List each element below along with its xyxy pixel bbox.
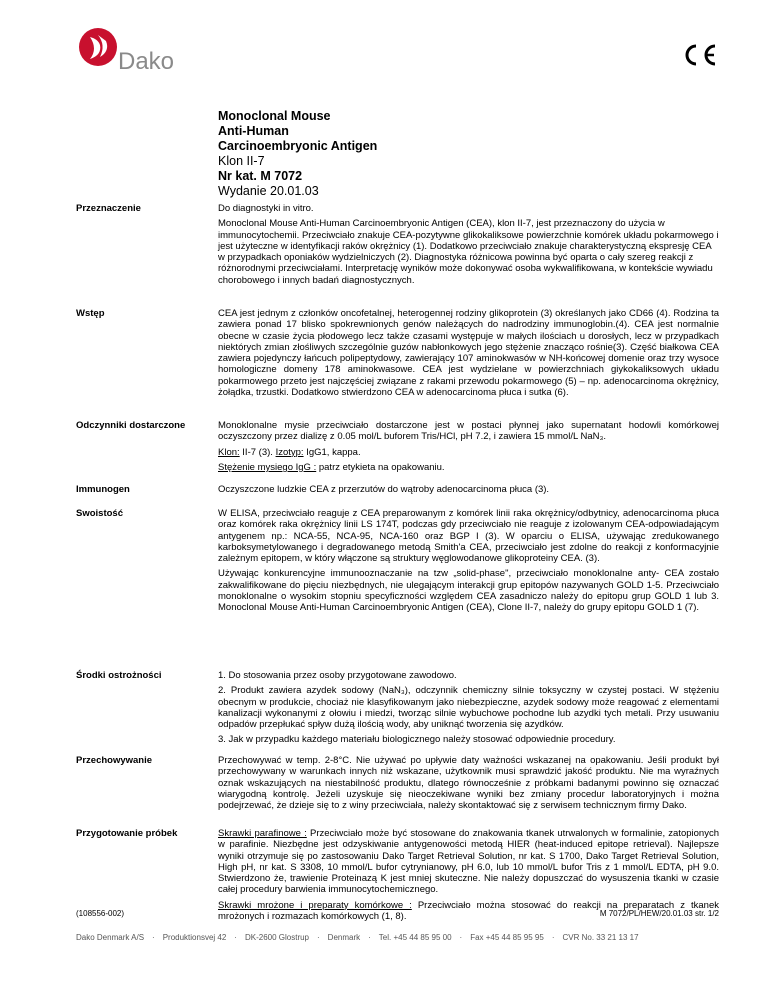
- edition-date: Wydanie 20.01.03: [218, 184, 319, 198]
- title-line: Anti-Human: [218, 124, 289, 138]
- separator: ·: [317, 933, 320, 942]
- svg-text:Dako: Dako: [118, 48, 175, 75]
- product-title: [218, 109, 377, 199]
- paragraph: W ELISA, przeciwciało reaguje z CEA preparowanym z komórek linii raka okrężnicy/odbytnicy, adenocarcinoma płuca oraz komórek raka okrężnicy linii LS 174T, podczas gdy przeciwciało nie reaguje z izolowanym CEA-odpowiadającym antygenem np.: NCA-55, NCA-95, NCA-160 oraz BGP I (3). W oparciu o ELISA, używając zredukowanego karboksymetylowanego i degradowanego metodą Smith'a CEA, przeciwciało jest zdolne do reakcji z konformacyjnie zależnym epitopem, w który włączone są struktury węglowodanowe glikoproteiny CEA. (3).: [218, 508, 719, 565]
- paragraph: Przechowywać w temp. 2-8°C. Nie używać po upływie daty ważności wskazanej na opakowaniu. Jeśli produkt był przechowywany w warunkach innych niż wskazane, użytkownik musi sprawdzić jakość produktu. Nie ma wyraźnych oznak wskazujących na niestabilność produktu, dlatego równocześnie z próbkami badanymi powinno się oznaczać wiarygodną kontrolę. Jeżeli uzyskuje się nieoczekiwane wyniki bez zmiany procedur laboratoryjnych i można podejrzewać, że dzieje się to z winy przeciwciała, należy skontaktować się z serwisem technicznym firmy Dako.: [218, 755, 719, 812]
- frozen-label: Skrawki mrożone i preparaty komórkowe :: [218, 899, 412, 911]
- separator: ·: [551, 933, 555, 942]
- paragraph: Używając konkurencyjne immunooznaczanie na tzw „solid-phase", przeciwciało monoklonalne anty- CEA zostało zakwalifikowane do pięciu niezbędnych, nie ulegającym interakcji grup epitopów nazywanych GOLD 1-5. Przeciwciało monoklonalne o wysokim stopniu specyficzności względem CEA zasadniczo należy do epitopu grup GOLD 1 lub 3. Monoclonal Mouse Anti-Human Carcinoembryonic Antigen (CEA), Clone II-7, należy do grupy epitopu GOLD 1 (7).: [218, 568, 719, 614]
- ce-mark-icon: [679, 43, 719, 67]
- document-code: (108556-002): [76, 909, 125, 918]
- paraffin-label: Skrawki parafinowe :: [218, 828, 307, 839]
- frozen-text: Przeciwciało można stosować do reakcji na preparatach z tkanek mrożonych i rozmazach komórkowych (1, 8).: [218, 899, 719, 923]
- section-label-srodki: Środki ostrożności: [76, 670, 162, 681]
- section-body-odczynniki: [218, 420, 719, 477]
- paragraph: [218, 447, 719, 458]
- city: DK-2600 Glostrup: [244, 933, 309, 942]
- section-body-swoistosc: [218, 508, 719, 618]
- company-name: Dako Denmark A/S: [76, 933, 145, 942]
- paragraph: 1. Do stosowania przez osoby przygotowane zawodowo.: [218, 670, 457, 681]
- paragraph: [218, 462, 719, 473]
- street: Produktionsvej 42: [162, 933, 227, 942]
- paragraph: [218, 828, 719, 896]
- separator: ·: [459, 933, 463, 942]
- paragraph: Monoclonal Mouse Anti-Human Carcinoembryonic Antigen (CEA), klon II-7, jest przeznaczony do użycia w immunocytochemii. Przeciwciało znakuje CEA-pozytywne glikokaliksowe powierzchnie komórek układu pokarmowego i jest użyteczne w identyfikacji raków okrężnicy (1). Dodatkowo przeciwciało znakuje charakterystyczną ekspresję CEA w przypadkach oponiaków wydzielniczych (2). Diagnostyka różnicowa powinna być oparta o cały szereg reakcji z różnorodnymi przeciwciałami. Interpretację wyników może dokonywać osoba wykwalifikowana, w kontekście wywiadu chorobowego i innych badań diagnostycznych.: [218, 218, 719, 286]
- title-line: Carcinoembryonic Antigen: [218, 139, 378, 153]
- section-label-immunogen: Immunogen: [76, 484, 130, 495]
- section-label-odczynniki: Odczynniki dostarczone: [76, 420, 186, 431]
- paragraph: 2. Produkt zawiera azydek sodowy (NaN₃), odczynnik chemiczny silnie toksyczny w czystej postaci. W stężeniu obecnym w produkcie, chociaż nie klasyfikowanym jako niebezpieczne, azydek sodowy może reagować z elementami kanalizacji wykonanymi z ołowiu i miedzi, tworząc silnie wybuchowe pochodne lub azydki tych metali. Przy usuwaniu odpadów przepłukać spływ dużą ilością wody, aby uniknąć tworzenia się azydków.: [218, 685, 719, 731]
- section-label-przechowywanie: Przechowywanie: [76, 755, 153, 766]
- stezenie-text: patrz etykieta na opakowaniu.: [316, 461, 445, 473]
- paraffin-text: Przeciwciało może być stosowane do znakowania tkanek utrwalonych w formalinie, zatopionych w parafinie. Niezbędne jest odzyskiwanie antygenowości metodą HIER (heat-induced epitope retrieval). Najlepsze wyniki otrzymuje się po zastosowaniu Dako Target Retrieval Solution, nr kat. S 1700, Dako Target Retrieval Solution, High pH, nr kat. S 3308, 10 mmol/L bufor cytrynianowy, pH 6.0, lub 10 mmol/L bufor Tris z 1 mmol/L EDTA, pH 9.0. Stwierdzono że, trawienie Proteinazą K jest mniej skuteczne. Nie należy dopuszczać do wysuszenia tkanki w czasie całej procedury barwienia immunocytochemicznego.: [218, 828, 720, 896]
- section-body-przechowywanie: [218, 755, 719, 815]
- separator: ·: [152, 933, 155, 942]
- separator: ·: [368, 933, 371, 942]
- section-label-swoistosc: Swoistość: [76, 508, 123, 519]
- company-address: [76, 933, 719, 942]
- klon-label: Klon:: [218, 446, 240, 458]
- paragraph: CEA jest jednym z członków oncofetalnej, heterogennej rodziny glikoprotein (3) określanych jako CD66 (4). Rodzina ta zawiera ponad 17 blisko spokrewnionych genów należących do nadrodziny immunoglobin.(4). CEA jest normalnie obecne w czasie życia płodowego lecz także czasami występuje w małych ilościach u dorosłych, lecz w przypadkach niektórych zmian złośliwych szczególnie guzów nabłonkowych jego stężenie znacząco rośnie(3). Część białkowa CEA zawiera pojedynczy łańcuch polipeptydowy, zawierający 107 aminokwasów w NH-końcowej domenie oraz trzy wysoce homologiczne domeny 178 aminokwasowe. CEA jest wydzielane w powierzchniach giykokaliksowych układu pokarmowego przeto jest najczęściej związane z rakami przewodu pokarmowego (5) – np. adenocarcinoma okrężnicy, żołądka, trzustki. Dodatkowo stwierdzono CEA w adenocarcinoma płuca i sutka (6).: [218, 308, 719, 399]
- telephone: Tel. +45 44 85 95 00: [378, 933, 452, 942]
- cvr-number: CVR No. 33 21 13 17: [562, 933, 639, 942]
- country: Denmark: [327, 933, 361, 942]
- section-body-immunogen: [218, 484, 719, 499]
- section-label-przygotowanie: Przygotowanie próbek: [76, 828, 178, 839]
- section-label-przeznaczenie: Przeznaczenie: [76, 203, 141, 214]
- klon-text: II-7 (3).: [239, 446, 276, 458]
- izotyp-label: Izotyp:: [275, 446, 304, 458]
- section-label-wstep: Wstęp: [76, 308, 105, 319]
- paragraph: 3. Jak w przypadku każdego materiału biologicznego należy stosować odpowiednie procedury.: [218, 734, 616, 746]
- stezenie-label: Stężenie mysiego IgG :: [218, 461, 317, 473]
- paragraph: Oczyszczone ludzkie CEA z przerzutów do wątroby adenocarcinoma płuca (3).: [218, 484, 550, 495]
- fax: Fax +45 44 85 95 95: [470, 933, 544, 942]
- izotyp-text: IgG1, kappa.: [303, 446, 361, 458]
- separator: ·: [234, 933, 237, 942]
- dako-logo: [76, 27, 188, 77]
- paragraph: Monoklonalne mysie przeciwciało dostarczone jest w postaci płynnej jako supernatant hodowli komórkowej oczyszczony przez dializę z 0.05 mol/L buforem Tris/HCl, pH 7.2, i zawiera 15 mmol/L NaN₃.: [218, 420, 719, 443]
- section-body-srodki: [218, 670, 719, 750]
- section-body-przeznaczenie: [218, 203, 719, 290]
- section-body-wstep: [218, 308, 719, 402]
- catalog-number: Nr kat. M 7072: [218, 169, 303, 183]
- clone-line: Klon II-7: [218, 154, 265, 168]
- page-reference: M 7072/PL/HEW/20.01.03 str. 1/2: [599, 909, 719, 918]
- title-line: Monoclonal Mouse: [218, 109, 331, 123]
- paragraph: Do diagnostyki in vitro.: [218, 203, 314, 214]
- dako-emblem-icon: [76, 27, 188, 77]
